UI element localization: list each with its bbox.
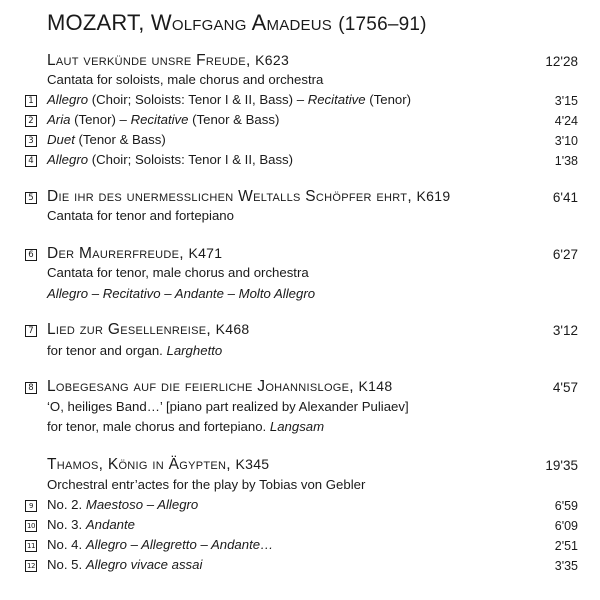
track-number: 7	[25, 325, 37, 337]
track-number: 6	[25, 249, 37, 261]
track-description: Duet (Tenor & Bass)	[47, 132, 166, 147]
track-number: 12	[25, 560, 37, 572]
track-duration: 6'59	[554, 499, 578, 513]
track-number: 3	[25, 135, 37, 147]
work-title: Lied zur Gesellenreise, K468	[47, 321, 250, 338]
track-number: 9	[25, 500, 37, 512]
work-subtitle: Orchestral entr’actes for the play by Tobias von Gebler	[47, 477, 366, 492]
track-number: 10	[25, 520, 37, 532]
track-description: Allegro (Choir; Soloists: Tenor I & II, Bass) – Recitative (Tenor)	[47, 92, 412, 107]
work-duration: 19'35	[545, 458, 578, 473]
work-duration: 3'12	[552, 323, 578, 338]
track-description: Aria (Tenor) – Recitative (Tenor & Bass)	[47, 112, 280, 127]
work-tempi: Allegro – Recitativo – Andante – Molto Allegro	[47, 286, 316, 301]
track-duration: 6'09	[554, 519, 578, 533]
track-description: No. 5. Allegro vivace assai	[47, 557, 203, 572]
composer-dates: (1756–91)	[338, 14, 427, 35]
track-description: Allegro (Choir; Soloists: Tenor I & II, Bass)	[47, 152, 294, 167]
work-duration: 6'41	[552, 190, 578, 205]
work-subtitle: for tenor, male chorus and fortepiano. Langsam	[47, 419, 325, 434]
track-description: No. 3. Andante	[47, 517, 135, 532]
track-duration: 1'38	[554, 154, 578, 168]
composer-surname: MOZART,	[47, 10, 145, 35]
track-duration: 4'24	[554, 114, 578, 128]
track-description: No. 4. Allegro – Allegretto – Andante…	[47, 537, 274, 552]
work-title: Der Maurerfreude, K471	[47, 245, 223, 262]
track-number: 1	[25, 95, 37, 107]
composer-heading	[47, 10, 427, 36]
track-number: 11	[25, 540, 37, 552]
work-subtitle: Cantata for tenor, male chorus and orchestra	[47, 265, 309, 280]
work-duration: 6'27	[552, 247, 578, 262]
work-title: Die ihr des unermesslichen Weltalls Schöpfer ehrt, K619	[47, 188, 451, 205]
work-duration: 4'57	[552, 380, 578, 395]
work-subtitle: Cantata for tenor and fortepiano	[47, 208, 234, 223]
track-number: 4	[25, 155, 37, 167]
track-number: 5	[25, 192, 37, 204]
track-number: 8	[25, 382, 37, 394]
work-title: Laut verkünde unsre Freude, K623	[47, 52, 290, 69]
work-subtitle: ‘O, heiliges Band…’ [piano part realized by Alexander Puliaev]	[47, 399, 409, 414]
work-duration: 12'28	[545, 54, 578, 69]
track-duration: 3'35	[554, 559, 578, 573]
work-title: Lobegesang auf die feierliche Johannisloge, K148	[47, 378, 393, 395]
track-duration: 3'15	[554, 94, 578, 108]
track-duration: 3'10	[554, 134, 578, 148]
work-title: Thamos, König in Ägypten, K345	[47, 456, 270, 473]
work-subtitle: Cantata for soloists, male chorus and orchestra	[47, 72, 324, 87]
track-duration: 2'51	[554, 539, 578, 553]
track-description: No. 2. Maestoso – Allegro	[47, 497, 199, 512]
track-number: 2	[25, 115, 37, 127]
composer-given-names: Wolfgang Amadeus	[150, 10, 332, 35]
work-subtitle: for tenor and organ. Larghetto	[47, 343, 223, 358]
